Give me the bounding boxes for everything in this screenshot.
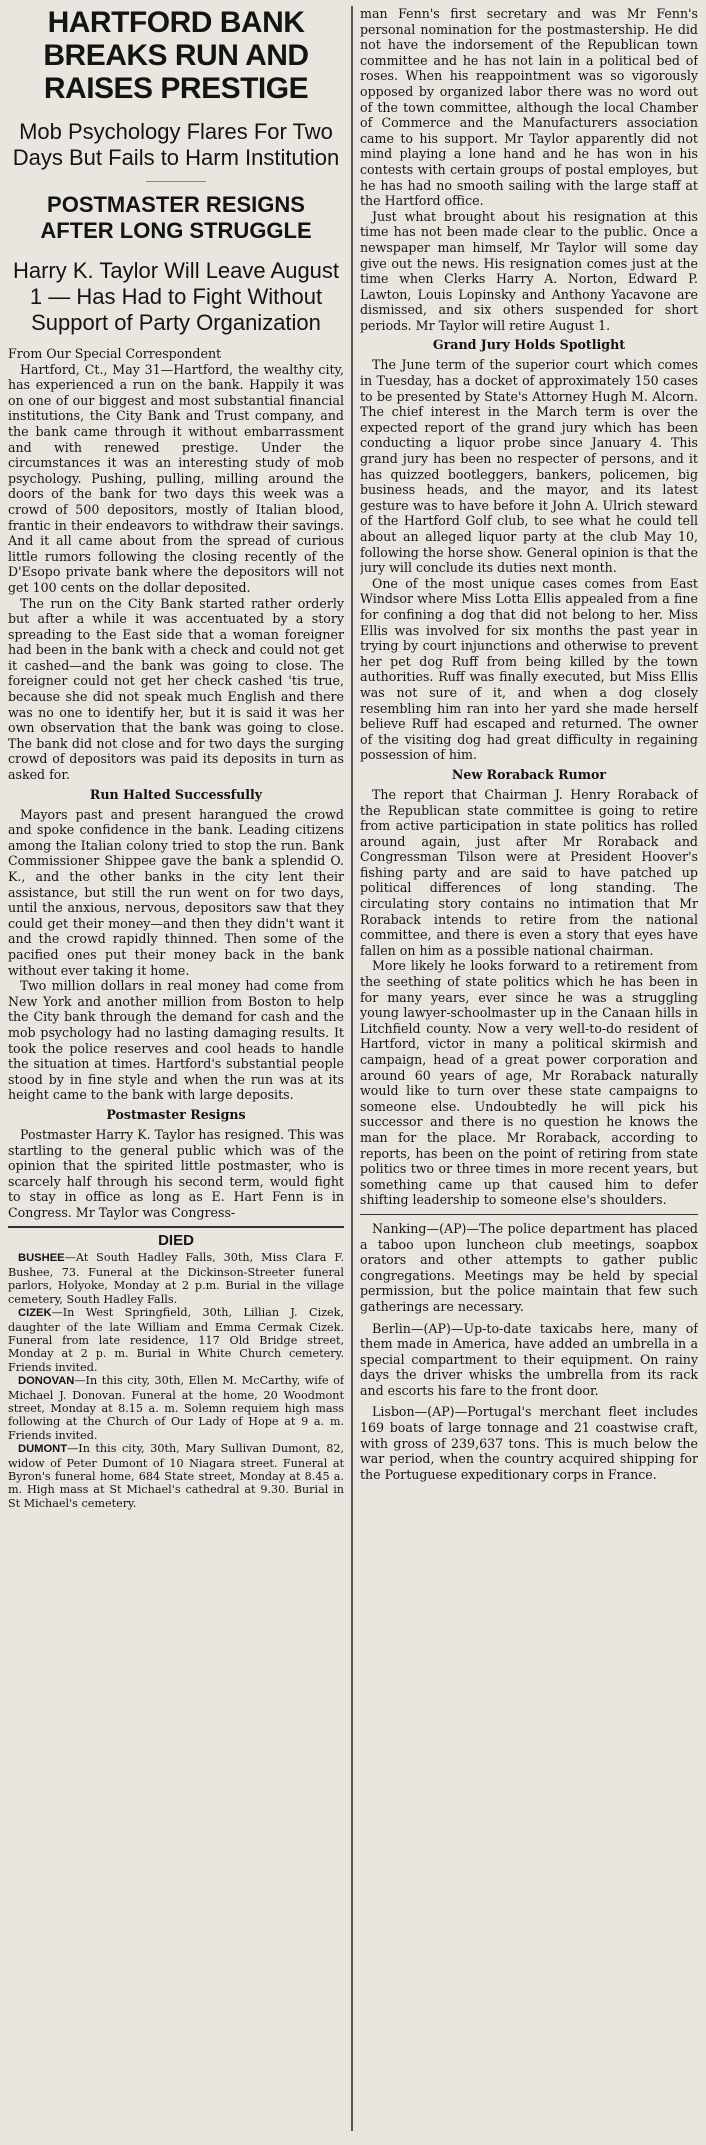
left-column xyxy=(8,6,344,2131)
right-column xyxy=(360,6,698,2131)
subhead-roraback: New Roraback Rumor xyxy=(451,766,607,782)
article-paragraph: The report that Chairman J. Henry Roraback of the Republican state committee is going to retire from active participation in state politics has rolled around again, just after Mr Roraback and Congressman Tilson were at President Hoover's fishing party and are said to have patched up political differences of long standing. The circulating story contains no intimation that Mr Roraback intends to retire from the national committee, and there is even a story that eyes have fallen on him as a possible national chairman. xyxy=(360,786,698,958)
newspaper-page xyxy=(8,6,698,2131)
article-paragraph: More likely he looks forward to a retirement from the seething of state politics which he has been in for many years, ever since he was a struggling young lawyer-schoolmaster up in the Canaan hills in Litchfield county. Now a very well-to-do resident of Hartford, victor in many a political skirmish and campaign, head of a great power corporation and around 60 years of age, Mr Roraback naturally would like to turn over these state campaigns to someone else. Undoubtedly he will pick his successor and there is no question he knows the man for the place. Mr Roraback, according to reports, has been on the point of retiring from state politics two or three times in more recent years, but something came up that caused him to defer shifting leadership to someone else's shoulders. xyxy=(360,958,698,1208)
deck-taylor: Harry K. Taylor Will Leave August 1 — Has Had to Fight Without Support of Party Organization xyxy=(12,258,340,335)
column-rule xyxy=(351,6,353,2131)
divider xyxy=(146,181,206,182)
died-heading: DIED xyxy=(8,1226,344,1249)
postmaster-headline: POSTMASTER RESIGNS AFTER LONG STRUGGLE xyxy=(40,192,312,243)
article-paragraph: One of the most unique cases comes from East Windsor where Miss Lotta Ellis appealed from a fine for confining a dog that did not belong to her. Miss Ellis was involved for six months the past year in trying by court injunctions and otherwise to prevent her pet dog Ruff from being killed by the town authorities. Ruff was finally executed, but Miss Ellis was not sure of it, and when a dog closely resembling him ran into her yard she made herself believe Ruff had escaped and returned. The owner of the visiting dog had great difficulty in regaining possession of him. xyxy=(360,575,698,763)
article-paragraph: Hartford, Ct., May 31—Hartford, the wealthy city, has experienced a run on the bank. Happily it was on one of our biggest and most substantial financial institutions, the City Bank and Trust company, and the bank came through it without embarrassment and with renewed prestige. Under the circumstances it was an interesting study of mob psychology. Pushing, pulling, milling around the doors of the bank for two days this week was a crowd of 500 depositors, mostly of Italian blood, frantic in their endeavors to withdraw their savings. And it all came about from the spread of curious little rumors following the closing recently of the D'Esopo private bank where the depositors will not get 100 cents on the dollar deposited. xyxy=(8,361,344,595)
death-notice: BUSHEE—At South Hadley Falls, 30th, Miss Clara F. Bushee, 73. Funeral at the Dickinson-Streeter funeral parlors, Holyoke, Monday at 2 p.m. Burial in the village cemetery, South Hadley Falls. xyxy=(8,1251,344,1306)
article-paragraph: Mayors past and present harangued the crowd and spoke confidence in the bank. Leading citizens among the Italian colony tried to stop the run. Bank Commissioner Shippee gave the bank a splendid O. K., and the other banks in the city lent their assistance, but still the run went on for two days, until the anxious, nervous, depositors saw that they could get their money—and then they didn't want it and the crowd rapidly thinned. Then some of the pacified ones put their money back in the bank without ever taking it home. xyxy=(8,806,344,978)
main-headline: HARTFORD BANK BREAKS RUN AND RAISES PRESTIGE xyxy=(43,6,309,105)
divider xyxy=(360,1214,698,1215)
news-brief-nanking: Nanking—(AP)—The police department has placed a taboo upon luncheon club meetings, soapbox orators and other attempts to gather public congregations. Meetings may be held by special permission, but the police maintain that few such gatherings are necessary. xyxy=(360,1220,698,1314)
death-notice: DUMONT—In this city, 30th, Mary Sullivan Dumont, 82, widow of Peter Dumont of 10 Niagara street. Funeral at Byron's funeral home, 684 State street, Monday at 8.45 a. m. High mass at St Michael's cathedral at 9.30. Burial in St Michael's cemetery. xyxy=(8,1442,344,1510)
article-paragraph: The run on the City Bank started rather orderly but after a while it was accentuated by a story spreading to the East side that a woman foreigner had been in the bank with a check and could not get it cashed—and the bank was going to close. The foreigner could not get her check cashed 'tis true, because she did not speak much English and there was no one to identify her, but it is said it was her own observation that the bank was going to close. The bank did not close and for two days the surging crowd of depositors was paid its deposits in turn as asked for. xyxy=(8,595,344,783)
article-paragraph: man Fenn's first secretary and was Mr Fenn's personal nomination for the postmastership. He did not have the indorsement of the Republican town committee and he has not lain in a political bed of roses. When his reappointment was so vigorously opposed by organized labor there was no word out of the town committee, although the local Chamber of Commerce and the Manufacturers association came to his support. Mr Taylor apparently did not mind playing a lone hand and he has won in his contests with certain groups of postal employes, but he has had no smooth sailing with the large staff at the Hartford office. xyxy=(360,6,698,209)
death-notice: DONOVAN—In this city, 30th, Ellen M. McCarthy, wife of Michael J. Donovan. Funeral at the home, 20 Woodmont street, Monday at 8.15 a. m. Solemn requiem high mass following at the Church of Our Lady of Hope at 9 a. m. Friends invited. xyxy=(8,1374,344,1442)
subhead-postmaster-resigns: Postmaster Resigns xyxy=(106,1106,246,1122)
news-brief-lisbon: Lisbon—(AP)—Portugal's merchant fleet includes 169 boats of large tonnage and 21 coastwise craft, with gross of 239,637 tons. This is much below the war period, when the country acquired shipping for the Portuguese expeditionary corps in France. xyxy=(360,1404,698,1482)
death-notice: CIZEK—In West Springfield, 30th, Lillian J. Cizek, daughter of the late William and Emma Cermak Cizek. Funeral from late residence, 117 Old Bridge street, Monday at 2 p. m. Burial in White Church cemetery. Friends invited. xyxy=(8,1306,344,1374)
news-brief-berlin: Berlin—(AP)—Up-to-date taxicabs here, many of them made in America, have added an umbrella in a special compartment to their equipment. On rainy days the driver whisks the umbrella from its rack and escorts his fare to the front door. xyxy=(360,1320,698,1398)
article-paragraph: Postmaster Harry K. Taylor has resigned. This was startling to the general public which was of the opinion that the spirited little postmaster, who is scarcely half through his second term, would fight to stay in office as long as E. Hart Fenn is in Congress. Mr Taylor was Congress- xyxy=(8,1126,344,1220)
byline: From Our Special Correspondent xyxy=(8,346,222,361)
deck-mob-psychology: Mob Psychology Flares For Two Days But Fails to Harm Institution xyxy=(12,119,340,170)
subhead-run-halted: Run Halted Successfully xyxy=(89,786,263,802)
article-paragraph: Two million dollars in real money had come from New York and another million from Boston to help the City bank through the demand for cash and the mob psychology had no lasting damaging results. It took the police reserves and cool heads to handle the situation at times. Hartford's substantial people stood by in fine style and when the run was at its height came to the bank with large deposits. xyxy=(8,978,344,1103)
article-paragraph: The June term of the superior court which comes in Tuesday, has a docket of approximately 150 cases to be presented by State's Attorney Hugh M. Alcorn. The chief interest in the March term is over the expected report of the grand jury which has been conducting a liquor probe since January 4. This grand jury has been no respecter of persons, and it has quizzed bootleggers, bankers, policemen, big business heads, and the mayor, and its latest gesture was to have before it John A. Ulrich steward of the Hartford Golf club, to see what he could tell about an alleged liquor party at the club May 10, following the horse show. General opinion is that the jury will conclude its duties next month. xyxy=(360,357,698,576)
article-paragraph: Just what brought about his resignation at this time has not been made clear to the public. Once a newspaper man himself, Mr Taylor will some day give out the news. His resignation comes just at the time when Clerks Harry A. Norton, Edward P. Lawton, Louis Lopinsky and Anthony Yacavone are dismissed, and six others suspended for short periods. Mr Taylor will retire August 1. xyxy=(360,208,698,333)
subhead-grand-jury: Grand Jury Holds Spotlight xyxy=(432,337,626,353)
